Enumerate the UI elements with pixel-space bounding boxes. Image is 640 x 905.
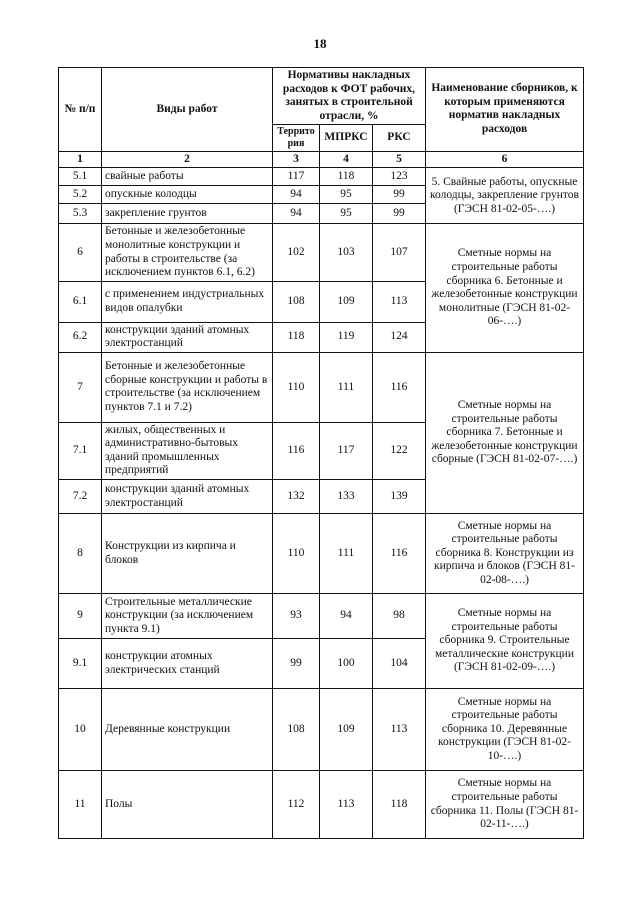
row-mprks: 95 [320,204,373,224]
row-num: 5.3 [59,204,102,224]
row-num: 11 [59,771,102,839]
row-territory: 93 [273,594,320,639]
collection-cell: Сметные нормы на строительные работы сборника 7. Бетонные и железобетонные конструкции сборные (ГЭСН 81-02-07-….) [426,352,584,513]
table-row [59,594,584,639]
row-work: Бетонные и железобетонные монолитные конструкции и работы в строительстве (за исключением пунктов 6.1, 6.2) [102,224,273,281]
collection-cell: Сметные нормы на строительные работы сборника 11. Полы (ГЭСН 81-02-11-….) [426,771,584,839]
row-num: 10 [59,689,102,771]
row-rks: 116 [373,352,426,422]
row-rks: 113 [373,281,426,322]
header-collections: Наименование сборников, к которым применяются норматив накладных расходов [426,68,584,152]
header-num: № п/п [59,68,102,152]
row-mprks: 100 [320,639,373,689]
row-territory: 99 [273,639,320,689]
row-mprks: 118 [320,168,373,186]
row-work: Конструкции из кирпича и блоков [102,514,273,594]
column-number: 4 [320,151,373,168]
row-num: 9.1 [59,639,102,689]
collection-cell: Сметные нормы на строительные работы сборника 10. Деревянные конструкции (ГЭСН 81-02-10-….) [426,689,584,771]
row-work: с применением индустриальных видов опалубки [102,281,273,322]
row-rks: 104 [373,639,426,689]
row-work: конструкции зданий атомных электростанций [102,480,273,514]
row-territory: 108 [273,689,320,771]
row-num: 7 [59,352,102,422]
row-territory: 118 [273,322,320,352]
row-territory: 94 [273,204,320,224]
table-row [59,689,584,771]
row-mprks: 94 [320,594,373,639]
column-number: 2 [102,151,273,168]
table-row [59,352,584,422]
row-num: 6.2 [59,322,102,352]
row-work: Полы [102,771,273,839]
row-work: опускные колодцы [102,186,273,204]
row-rks: 122 [373,422,426,479]
row-mprks: 111 [320,514,373,594]
column-number: 6 [426,151,584,168]
row-num: 7.2 [59,480,102,514]
row-mprks: 95 [320,186,373,204]
row-rks: 139 [373,480,426,514]
row-territory: 102 [273,224,320,281]
row-rks: 118 [373,771,426,839]
row-work: конструкции атомных электрических станций [102,639,273,689]
row-num: 6.1 [59,281,102,322]
row-territory: 94 [273,186,320,204]
row-work: Строительные металлические конструкции (за исключением пункта 9.1) [102,594,273,639]
row-territory: 112 [273,771,320,839]
row-territory: 110 [273,352,320,422]
row-mprks: 119 [320,322,373,352]
row-work: жилых, общественных и административно-бытовых зданий промышленных предприятий [102,422,273,479]
row-work: Деревянные конструкции [102,689,273,771]
row-num: 5.2 [59,186,102,204]
row-work: Бетонные и железобетонные сборные конструкции и работы в строительстве (за исключением пунктов 7.1 и 7.2) [102,352,273,422]
row-territory: 116 [273,422,320,479]
row-num: 9 [59,594,102,639]
row-work: закрепление грунтов [102,204,273,224]
row-territory: 108 [273,281,320,322]
page-number: 18 [313,36,327,51]
row-rks: 116 [373,514,426,594]
table-row [59,224,584,281]
column-number: 5 [373,151,426,168]
column-number: 1 [59,151,102,168]
row-mprks: 111 [320,352,373,422]
collection-cell: Сметные нормы на строительные работы сборника 6. Бетонные и железобетонные конструкции монолитные (ГЭСН 81-02-06-….) [426,224,584,352]
table-row [59,771,584,839]
collection-cell: Сметные нормы на строительные работы сборника 8. Конструкции из кирпича и блоков (ГЭСН 81-02-08-….) [426,514,584,594]
row-mprks: 133 [320,480,373,514]
overhead-norms-table [58,67,584,839]
row-territory: 132 [273,480,320,514]
row-num: 6 [59,224,102,281]
row-mprks: 117 [320,422,373,479]
row-mprks: 109 [320,281,373,322]
row-num: 7.1 [59,422,102,479]
collection-cell: Сметные нормы на строительные работы сборника 9. Строительные металлические конструкции (ГЭСН 81-02-09-….) [426,594,584,689]
header-rks: РКС [373,125,426,152]
row-rks: 99 [373,204,426,224]
row-rks: 113 [373,689,426,771]
table-row [59,514,584,594]
row-num: 8 [59,514,102,594]
header-territory: Террито рия [273,125,320,152]
row-rks: 124 [373,322,426,352]
row-territory: 117 [273,168,320,186]
row-territory: 110 [273,514,320,594]
row-work: конструкции зданий атомных электростанций [102,322,273,352]
row-mprks: 103 [320,224,373,281]
row-rks: 123 [373,168,426,186]
header-norms: Нормативы накладных расходов к ФОТ рабочих, занятых в строительной отрасли, % [273,68,426,125]
column-number: 3 [273,151,320,168]
row-num: 5.1 [59,168,102,186]
row-mprks: 109 [320,689,373,771]
row-rks: 99 [373,186,426,204]
header-mprks: МПРКС [320,125,373,152]
table-row [59,168,584,186]
row-rks: 98 [373,594,426,639]
row-mprks: 113 [320,771,373,839]
row-work: свайные работы [102,168,273,186]
collection-cell: 5. Свайные работы, опускные колодцы, закрепление грунтов (ГЭСН 81-02-05-….) [426,168,584,224]
row-rks: 107 [373,224,426,281]
header-work-type: Виды работ [102,68,273,152]
